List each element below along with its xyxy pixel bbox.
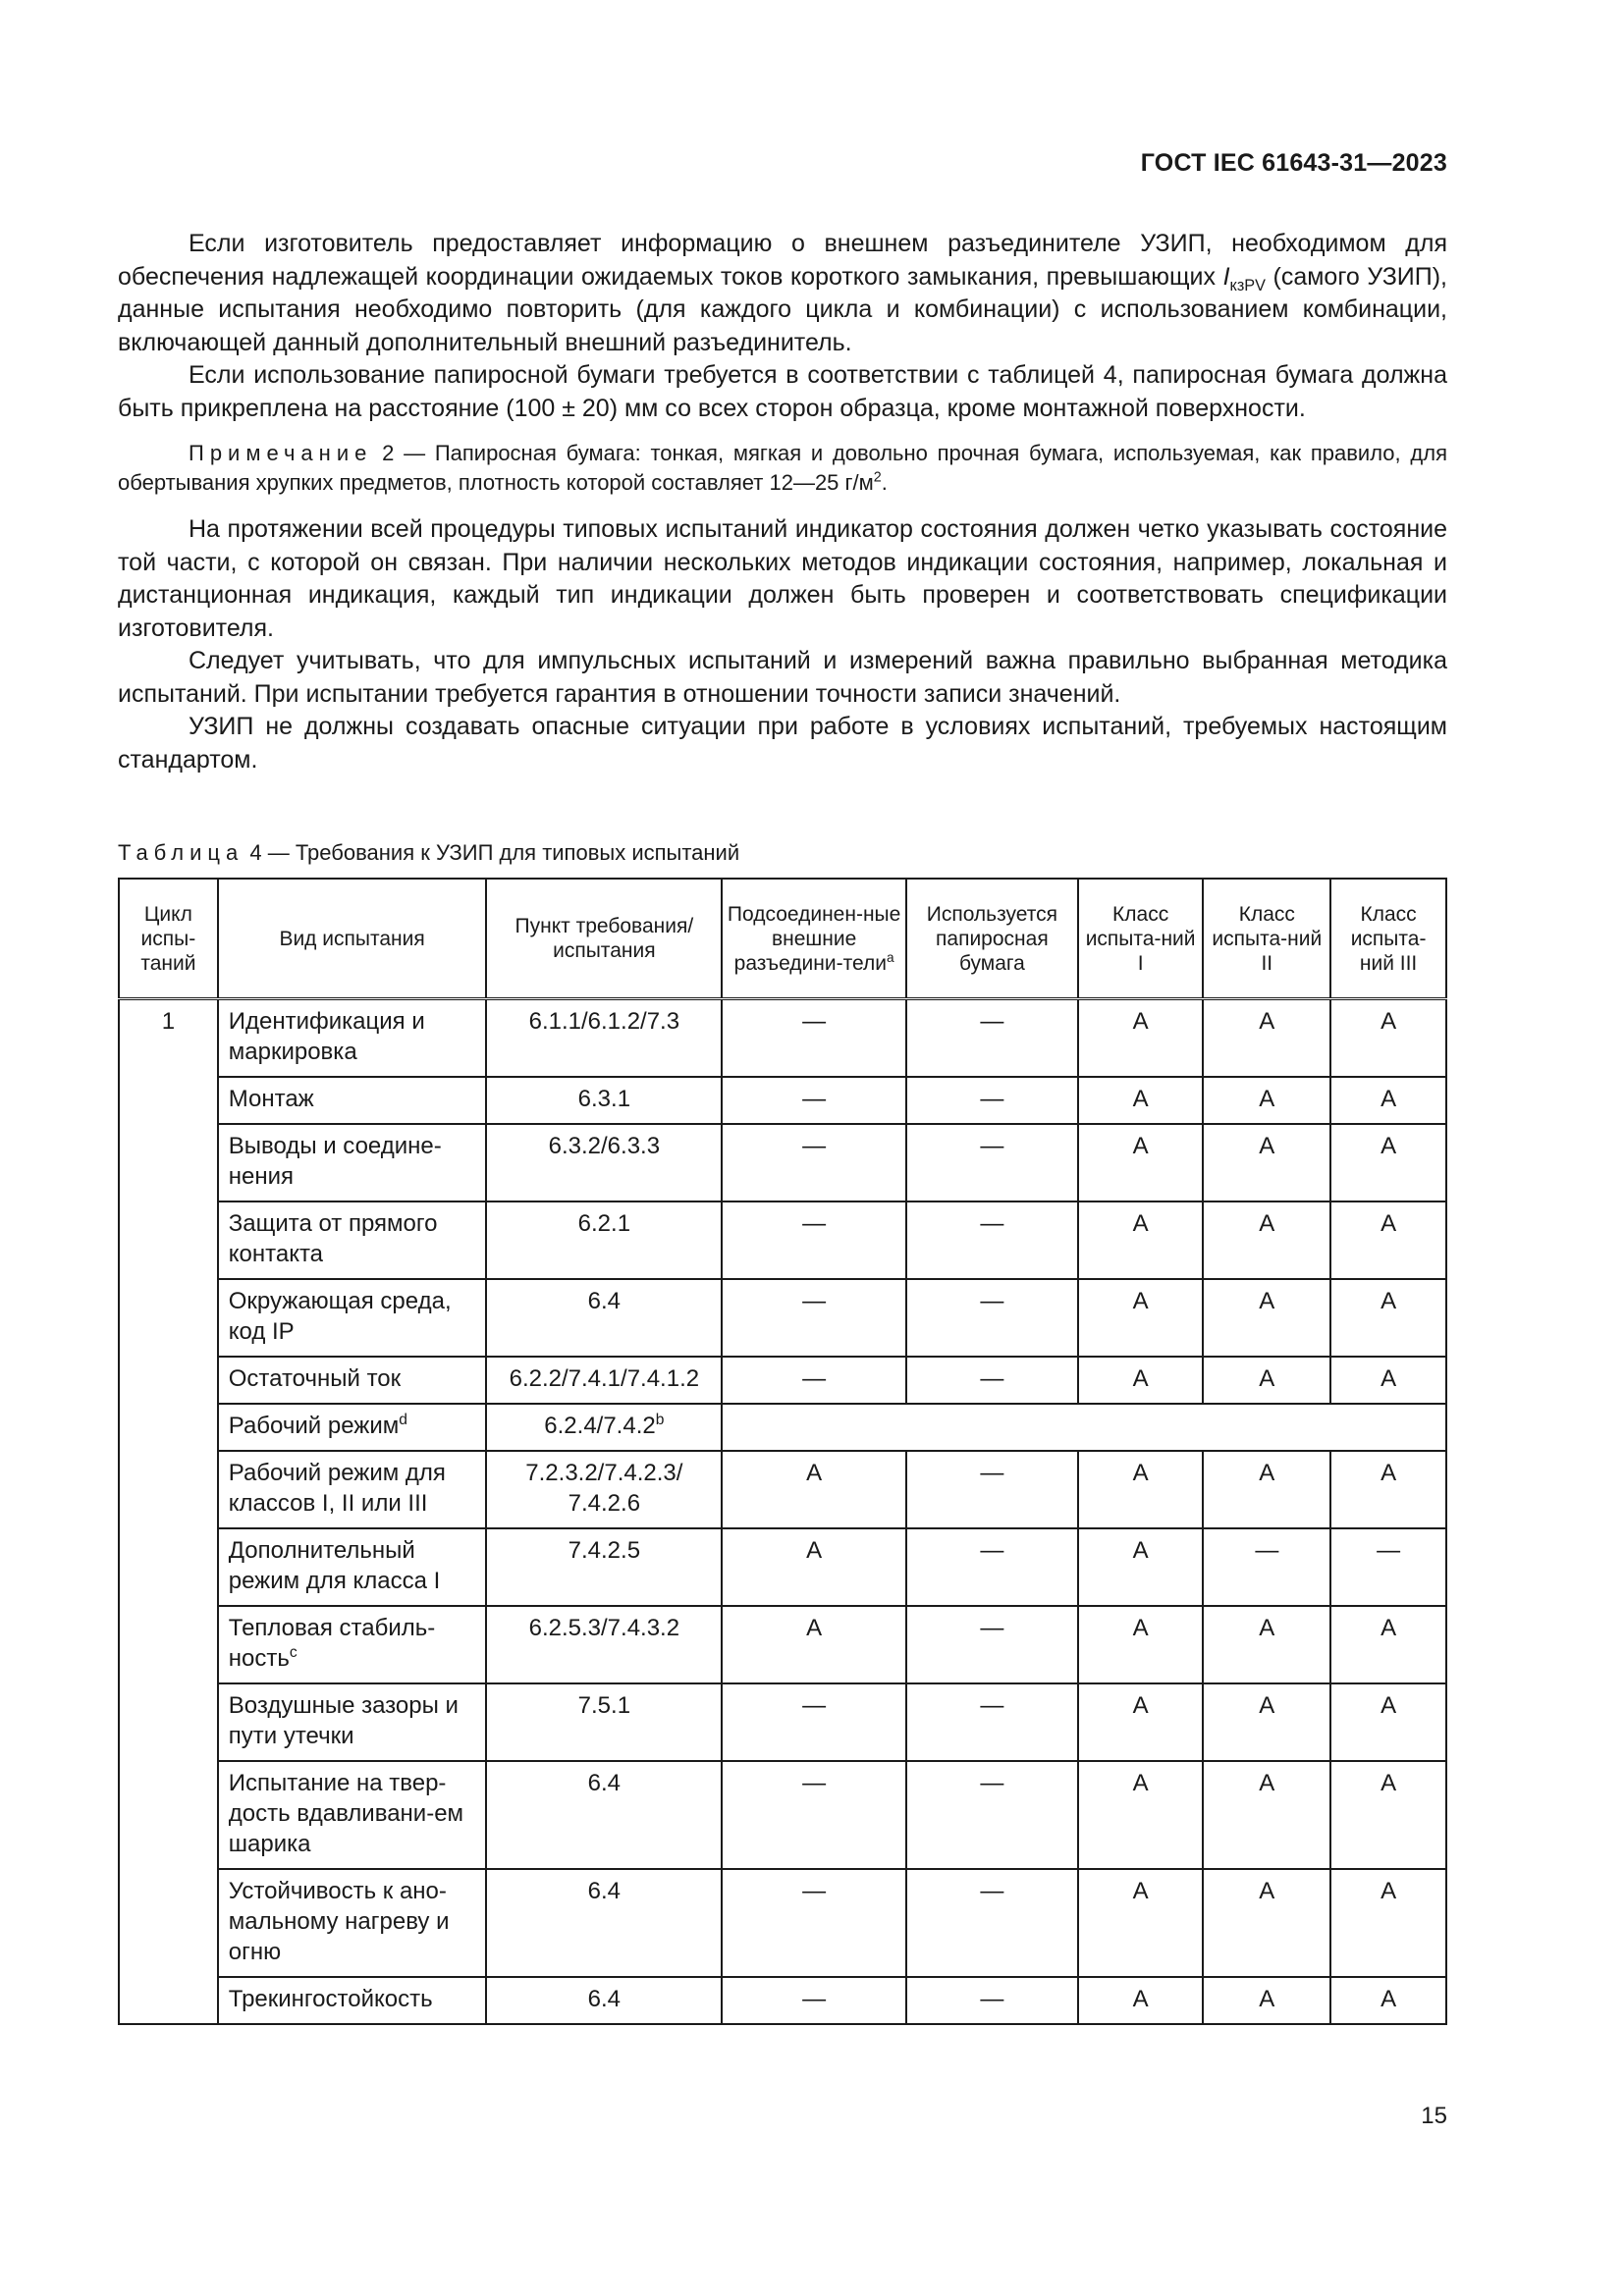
test-name: Идентификация и маркировка: [228, 1008, 425, 1065]
test-name: Устойчивость к ано-мальному нагреву и огню: [228, 1878, 450, 1965]
tissue-paper-cell: —: [906, 1451, 1078, 1528]
test-name: Выводы и соедине-нения: [228, 1133, 442, 1190]
class-3-cell: A: [1330, 1683, 1446, 1761]
clause-cell: [486, 1977, 722, 2024]
class-3-cell: A: [1330, 1977, 1446, 2024]
clause-cell: [486, 1761, 722, 1869]
clause-cell: [486, 1201, 722, 1279]
test-requirements-table: [118, 878, 1447, 2025]
tissue-paper-cell: —: [906, 999, 1078, 1078]
clause-cell: [486, 1683, 722, 1761]
merged-empty-cell: [722, 1404, 1446, 1451]
tissue-paper-cell: —: [906, 1528, 1078, 1606]
tissue-paper-cell: —: [906, 1761, 1078, 1869]
table-row: [119, 1528, 1446, 1606]
table-row: [119, 1357, 1446, 1404]
clause-cell: [486, 1357, 722, 1404]
class-1-cell: A: [1078, 1279, 1204, 1357]
class-2-cell: A: [1203, 1077, 1330, 1124]
test-name-cell: [218, 1683, 487, 1761]
header-tissue-paper: Используется папиросная бумага: [906, 879, 1078, 999]
table-row: [119, 1077, 1446, 1124]
table-row: [119, 1279, 1446, 1357]
tissue-paper-cell: —: [906, 1977, 1078, 2024]
disconnector-cell: —: [722, 1869, 906, 1977]
disconnector-cell: —: [722, 1761, 906, 1869]
clause-cell: [486, 1528, 722, 1606]
table-row: [119, 1977, 1446, 2024]
class-2-cell: A: [1203, 1124, 1330, 1201]
class-1-cell: A: [1078, 1357, 1204, 1404]
test-name-cell: [218, 1279, 487, 1357]
tissue-paper-cell: —: [906, 1279, 1078, 1357]
test-name-cell: [218, 1404, 487, 1451]
class-3-cell: A: [1330, 1124, 1446, 1201]
test-name: Тепловая стабиль-ность: [228, 1615, 436, 1672]
class-1-cell: A: [1078, 1683, 1204, 1761]
clause-value: 6.2.5.3/7.4.3.2: [528, 1615, 680, 1641]
disconnector-cell: —: [722, 1279, 906, 1357]
class-2-cell: A: [1203, 1761, 1330, 1869]
disconnector-cell: A: [722, 1528, 906, 1606]
table-row: [119, 999, 1446, 1078]
table-row: [119, 1761, 1446, 1869]
disconnector-cell: —: [722, 1977, 906, 2024]
current-symbol: I: [1222, 262, 1230, 291]
test-name-cell: [218, 1528, 487, 1606]
class-3-cell: A: [1330, 1451, 1446, 1528]
disconnector-cell: —: [722, 1357, 906, 1404]
test-name-cell: [218, 1124, 487, 1201]
clause-cell: [486, 1606, 722, 1683]
class-2-cell: —: [1203, 1528, 1330, 1606]
class-2-cell: A: [1203, 1451, 1330, 1528]
disconnector-cell: —: [722, 1124, 906, 1201]
note-label: Примечание: [189, 441, 373, 465]
table-body: [119, 999, 1446, 2025]
test-name-cell: [218, 1869, 487, 1977]
class-3-cell: A: [1330, 1606, 1446, 1683]
paragraph-disconnector: Если изготовитель предоставляет информацию о внешнем разъединителе УЗИП, необходимом для обеспечения надлежащей координации ожидаемых токов короткого замыкания, превышающих $I_{кзPV}$ (самого УЗИП), данные испытания необходимо повторить (для каждого цикла и комбинации) с использованием комбинации, включающей данный дополнительный внешний разъединитель.: [118, 230, 1447, 356]
class-3-cell: A: [1330, 1279, 1446, 1357]
clause-value: 6.4: [587, 1288, 622, 1314]
class-1-cell: A: [1078, 1124, 1204, 1201]
paragraph-impulse-tests: Следует учитывать, что для импульсных испытаний и измерений важна правильно выбранная методика испытаний. При испытании требуется гарантия в отношении точности записи значений.: [118, 647, 1447, 708]
class-2-cell: A: [1203, 1279, 1330, 1357]
test-name: Защита от прямого контакта: [228, 1210, 438, 1267]
class-2-cell: A: [1203, 999, 1330, 1078]
clause-value: 6.2.1: [577, 1210, 631, 1237]
header-class-3: Класс испыта-ний III: [1330, 879, 1446, 999]
table-caption-label: Таблица: [118, 840, 244, 865]
test-name: Воздушные зазоры и пути утечки: [228, 1692, 459, 1749]
page-number: 15: [1421, 2103, 1447, 2129]
test-name: Трекингостойкость: [228, 1986, 433, 2012]
clause-cell: [486, 1077, 722, 1124]
table-row: [119, 1404, 1446, 1451]
tissue-paper-cell: —: [906, 1869, 1078, 1977]
class-2-cell: A: [1203, 1683, 1330, 1761]
test-name: Испытание на твер-дость вдавливани-ем шарика: [228, 1770, 464, 1857]
clause-value: 7.2.3.2/7.4.2.3/ 7.4.2.6: [525, 1460, 683, 1517]
class-2-cell: A: [1203, 1869, 1330, 1977]
class-1-cell: A: [1078, 1761, 1204, 1869]
clause-cell: [486, 999, 722, 1078]
disconnector-cell: —: [722, 1201, 906, 1279]
test-name: Монтаж: [228, 1086, 314, 1112]
header-class-2: Класс испыта-ний II: [1203, 879, 1330, 999]
current-subscript: кзPV: [1229, 276, 1266, 294]
class-2-cell: A: [1203, 1606, 1330, 1683]
tissue-paper-cell: —: [906, 1357, 1078, 1404]
test-name-cell: [218, 1077, 487, 1124]
clause-cell: [486, 1869, 722, 1977]
table-header-row: [119, 879, 1446, 999]
class-1-cell: A: [1078, 1451, 1204, 1528]
table-row: [119, 1451, 1446, 1528]
class-3-cell: A: [1330, 1077, 1446, 1124]
tissue-paper-cell: —: [906, 1201, 1078, 1279]
header-class-1: Класс испыта-ний I: [1078, 879, 1204, 999]
clause-value: 6.1.1/6.1.2/7.3: [528, 1008, 680, 1035]
table-caption: Таблица 4 — Требования к УЗИП для типовых испытаний: [118, 840, 740, 865]
header-disconnectors: Подсоединен-ные внешние разъедини-тели$^a$: [722, 879, 906, 999]
class-1-cell: A: [1078, 1869, 1204, 1977]
header-clause: Пункт требования/ испытания: [486, 879, 722, 999]
disconnector-cell: —: [722, 1683, 906, 1761]
test-name: Остаточный ток: [228, 1365, 402, 1392]
body-text: [118, 228, 1447, 776]
class-3-cell: A: [1330, 1201, 1446, 1279]
clause-value: 6.4: [587, 1770, 622, 1796]
tissue-paper-cell: —: [906, 1077, 1078, 1124]
tissue-paper-cell: —: [906, 1606, 1078, 1683]
clause-cell: [486, 1404, 722, 1451]
test-name: Дополнительный режим для класса I: [228, 1537, 441, 1594]
class-3-cell: A: [1330, 1357, 1446, 1404]
table-row: [119, 1606, 1446, 1683]
note-2: Примечание 2 — Папиросная бумага: тонкая, мягкая и довольно прочная бумага, используемая, как правило, для обертывания хрупких предметов, плотность которой составляет 12—25 $г/м^2$.: [118, 441, 1447, 495]
class-2-cell: A: [1203, 1201, 1330, 1279]
document-code: ГОСТ IEC 61643-31—2023: [1140, 149, 1447, 177]
clause-value: 6.4: [587, 1878, 622, 1904]
class-1-cell: A: [1078, 999, 1204, 1078]
footnote-mark: d: [399, 1412, 407, 1428]
paragraph-tissue-paper: Если использование папиросной бумаги требуется в соответствии с таблицей 4, папиросная бумага должна быть прикреплена на расстояние (100 ± 20) мм со всех сторон образца, кроме монтажной поверхности.: [118, 361, 1447, 422]
class-3-cell: A: [1330, 1761, 1446, 1869]
class-3-cell: —: [1330, 1528, 1446, 1606]
class-1-cell: A: [1078, 1528, 1204, 1606]
test-name: Окружающая среда, код IP: [228, 1288, 452, 1345]
test-name-cell: [218, 1357, 487, 1404]
table-row: [119, 1869, 1446, 1977]
class-3-cell: A: [1330, 999, 1446, 1078]
paragraph-status-indicator: На протяжении всей процедуры типовых испытаний индикатор состояния должен четко указывать состояние той части, с которой он связан. При наличии нескольких методов индикации состояния, например, локальная и дистанционная индикация, каждый тип индикации должен быть проверен и соответствовать спецификации изготовителя.: [118, 515, 1447, 642]
class-1-cell: A: [1078, 1977, 1204, 2024]
table-row: [119, 1124, 1446, 1201]
test-name: Рабочий режим для классов I, II или III: [228, 1460, 446, 1517]
cycle-cell: 1: [119, 999, 218, 2025]
tissue-paper-cell: —: [906, 1124, 1078, 1201]
class-2-cell: A: [1203, 1357, 1330, 1404]
test-name-cell: [218, 1761, 487, 1869]
clause-cell: [486, 1124, 722, 1201]
clause-value: 6.4: [587, 1986, 622, 2012]
footnote-mark: c: [289, 1644, 298, 1661]
class-1-cell: A: [1078, 1201, 1204, 1279]
footnote-mark: b: [655, 1412, 665, 1428]
class-2-cell: A: [1203, 1977, 1330, 2024]
clause-value: 6.3.2/6.3.3: [548, 1133, 661, 1159]
class-1-cell: A: [1078, 1077, 1204, 1124]
test-name: Рабочий режим: [228, 1413, 400, 1439]
test-name-cell: [218, 1451, 487, 1528]
tissue-paper-cell: —: [906, 1683, 1078, 1761]
table-row: [119, 1683, 1446, 1761]
test-name-cell: [218, 1606, 487, 1683]
clause-cell: [486, 1451, 722, 1528]
disconnector-cell: —: [722, 999, 906, 1078]
test-name-cell: [218, 1201, 487, 1279]
table-row: [119, 1201, 1446, 1279]
paragraph-hazards: УЗИП не должны создавать опасные ситуации при работе в условиях испытаний, требуемых настоящим стандартом.: [118, 713, 1447, 774]
clause-value: 7.4.2.5: [568, 1537, 641, 1564]
header-cycle: Цикл испы-таний: [119, 879, 218, 999]
disconnector-cell: A: [722, 1606, 906, 1683]
clause-value: 6.2.2/7.4.1/7.4.1.2: [509, 1365, 700, 1392]
clause-value: 6.3.1: [577, 1086, 631, 1112]
disconnector-cell: A: [722, 1451, 906, 1528]
disconnector-cell: —: [722, 1077, 906, 1124]
test-name-cell: [218, 1977, 487, 2024]
class-3-cell: A: [1330, 1869, 1446, 1977]
clause-value: 6.2.4/7.4.2: [544, 1413, 656, 1439]
class-1-cell: A: [1078, 1606, 1204, 1683]
test-name-cell: [218, 999, 487, 1078]
clause-cell: [486, 1279, 722, 1357]
clause-value: 7.5.1: [577, 1692, 631, 1719]
header-test-type: Вид испытания: [218, 879, 487, 999]
